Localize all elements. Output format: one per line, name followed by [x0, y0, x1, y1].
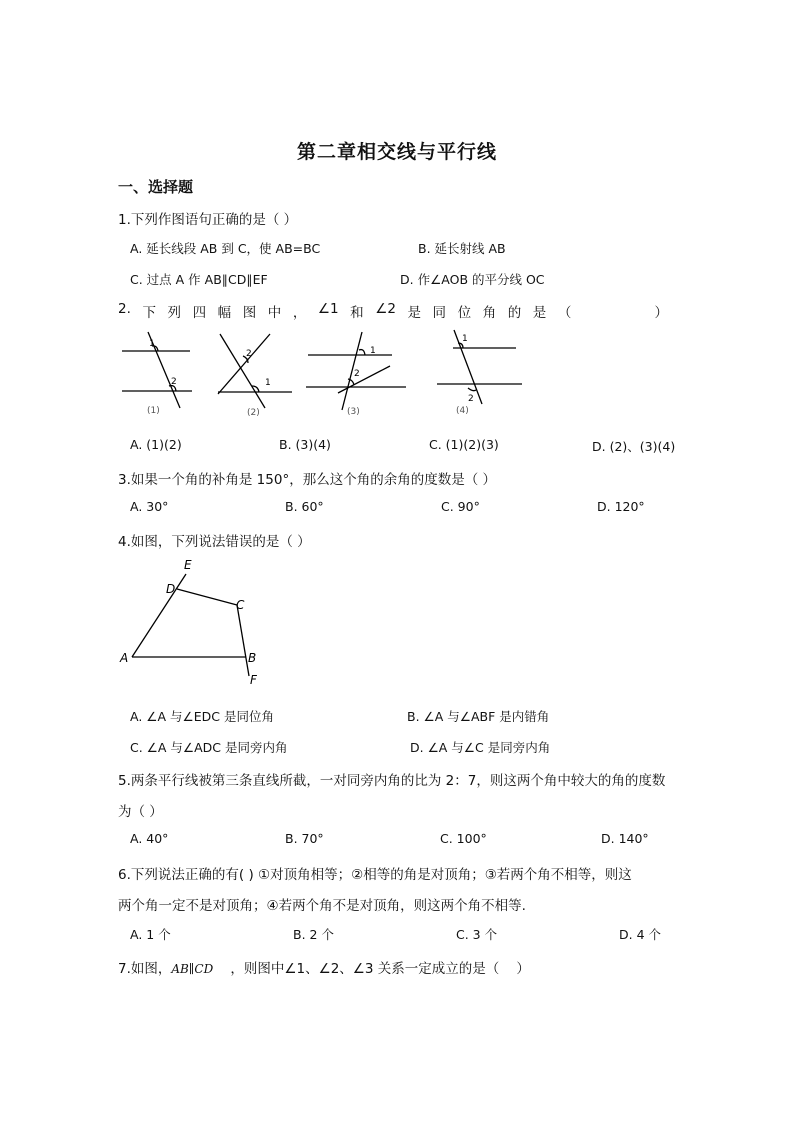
question-5-stem-line-1: 5.两条平行线被第三条直线所截，一对同旁内角的比为 2：7，则这两个角中较大的角的度数 [118, 773, 666, 789]
q2-char: 四 [192, 305, 207, 321]
question-1-option-d: D. 作∠AOB 的平分线 OC [400, 272, 545, 287]
q2-char: ） [654, 305, 668, 321]
section-heading: 一、选择题 [118, 178, 194, 196]
point-label-d: D [166, 582, 176, 596]
question-3-stem: 3.如果一个角的补角是 150°，那么这个角的余角的度数是（ ） [118, 472, 496, 488]
question-5-stem-line-2: 为（ ） [118, 804, 163, 820]
figure-caption: (3) [347, 407, 360, 417]
question-3-option-a: A. 30° [130, 499, 169, 514]
question-1-stem: 1.下列作图语句正确的是（ ） [118, 212, 298, 228]
question-6-option-c: C. 3 个 [456, 927, 498, 942]
q2-char: 是 [532, 305, 547, 321]
q2-char: 位 [457, 305, 472, 321]
figure-caption: (2) [247, 408, 260, 418]
fig3-angle-arc [359, 350, 365, 355]
q2-char: 列 [167, 305, 182, 321]
question-4-option-d: D. ∠A 与∠C 是同旁内角 [410, 740, 551, 755]
question-7-stem [118, 957, 530, 977]
question-2-option-b: B. (3)(4) [279, 437, 331, 452]
point-label-e: E [184, 558, 192, 572]
q2-char: ∠1 [317, 301, 339, 317]
q2-char: ∠2 [375, 301, 396, 317]
question-5-option-b: B. 70° [285, 831, 324, 846]
fig3-angle-label: 2 [354, 369, 360, 379]
fig4-transversal [454, 330, 482, 404]
question-3-option-b: B. 60° [285, 499, 324, 514]
question-2-stem [118, 301, 668, 321]
line-cf [237, 605, 249, 676]
question-5-option-c: C. 100° [440, 831, 487, 846]
figure-caption: (1) [147, 406, 160, 416]
page-title: 第二章相交线与平行线 [296, 141, 497, 163]
question-6-option-a: A. 1 个 [130, 927, 171, 942]
question-6-option-d: D. 4 个 [619, 927, 661, 942]
q2-char: 角 [482, 305, 497, 321]
fig2-line [220, 334, 265, 408]
q2-char: 是 [407, 305, 421, 321]
q2-char: 和 [350, 305, 364, 321]
point-label-c: C [236, 598, 245, 612]
question-4-option-b: B. ∠A 与∠ABF 是内错角 [407, 709, 550, 724]
question-2-figures [110, 326, 540, 421]
question-6-option-b: B. 2 个 [293, 927, 334, 942]
question-2-option-a: A. (1)(2) [130, 437, 182, 452]
question-4-stem: 4.如图，下列说法错误的是（ ） [118, 534, 311, 550]
q2-char: 中 [267, 305, 282, 321]
fig3-line [338, 366, 390, 393]
fig1-angle-label: 2 [171, 377, 177, 387]
question-7-stem-suffix: ，则图中∠1、∠2、∠3 关系一定成立的是（ ） [213, 961, 530, 977]
q2-char: （ [557, 305, 572, 321]
question-3-option-d: D. 120° [597, 499, 645, 514]
fig2-angle-label: 1 [265, 378, 271, 388]
fig2-angle-label: 2 [246, 349, 252, 359]
q2-char: 2. [118, 301, 131, 317]
fig1-angle-label: 1 [149, 339, 155, 349]
question-4-option-a: A. ∠A 与∠EDC 是同位角 [130, 709, 274, 724]
q2-char: 同 [432, 305, 447, 321]
question-3-option-c: C. 90° [441, 499, 480, 514]
question-1-option-a: A. 延长线段 AB 到 C，使 AB=BC [130, 241, 321, 256]
figure-caption: (4) [456, 406, 469, 416]
question-4-figure [115, 556, 275, 691]
question-1-option-b: B. 延长射线 AB [418, 241, 506, 256]
question-6-stem-line-2: 两个角一定不是对顶角；④若两个角不是对顶角，则这两个角不相等. [118, 898, 526, 914]
question-7-math: AB∥CD [171, 962, 214, 976]
question-5-option-a: A. 40° [130, 831, 169, 846]
point-label-b: B [248, 651, 257, 665]
q2-char: 幅 [217, 305, 232, 321]
question-7-stem-prefix: 7.如图， [118, 961, 172, 977]
question-4-option-c: C. ∠A 与∠ADC 是同旁内角 [130, 740, 288, 755]
line-ae [132, 574, 186, 657]
point-label-a: A [120, 651, 129, 665]
line-dc [177, 589, 237, 605]
question-1-option-c: C. 过点 A 作 AB∥CD∥EF [130, 272, 268, 287]
fig4-angle-arc [468, 388, 476, 391]
q2-char: 图 [242, 305, 257, 321]
question-6-stem-line-1: 6.下列说法正确的有( ) ①对顶角相等；②相等的角是对顶角；③若两个角不相等，则这 [118, 867, 632, 883]
fig3-angle-label: 1 [370, 346, 376, 356]
fig4-angle-label: 2 [468, 394, 474, 404]
q2-char: 下 [142, 305, 156, 321]
q2-char: ， [292, 305, 307, 321]
question-2-option-c: C. (1)(2)(3) [429, 437, 499, 452]
question-2-option-d: D. (2)、(3)(4) [592, 439, 676, 454]
q2-char: 的 [507, 305, 522, 321]
fig4-angle-label: 1 [462, 334, 468, 344]
point-label-f: F [250, 673, 257, 687]
question-5-option-d: D. 140° [601, 831, 649, 846]
